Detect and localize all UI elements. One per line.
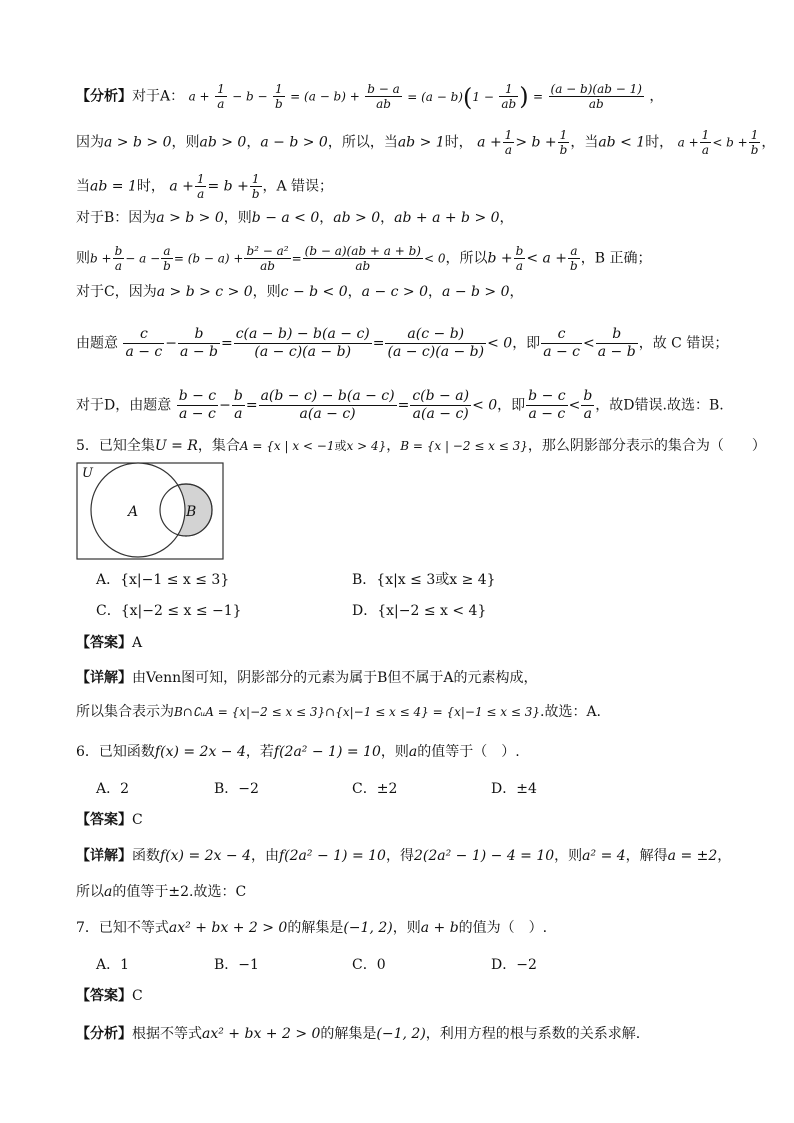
q5-option-a[interactable]: A．{x|−1 ≤ x ≤ 3} [96,572,230,588]
q5-option-b[interactable]: B．{x|x ≤ 3或x ≥ 4} [352,572,496,588]
q6-option-d[interactable]: D．±4 [491,781,537,797]
q5-detail-1: 【详解】由Venn图可知，阴影部分的元素为属于B但不属于A的元素构成， [76,670,538,686]
q7-analysis: 【分析】根据不等式ax² + bx + 2 > 0的解集是(−1, 2)，利用方程的根与系数的关系求解. [76,1026,641,1042]
q7-option-d[interactable]: D．−2 [491,957,537,973]
q5-option-c[interactable]: C．{x|−2 ≤ x ≤ −1} [96,603,242,619]
q7-stem: 7．已知不等式ax² + bx + 2 > 0的解集是(−1, 2)，则a + b的值为（ ）. [76,920,548,936]
q7-option-b[interactable]: B．−1 [214,957,259,973]
q5-option-d[interactable]: D．{x|−2 ≤ x < 4} [352,603,487,619]
analysis-a-line: 【分析】对于A： a + $\frac{1}{a}$ − b − $\frac{1}{b}$ = (a − b) + $\frac{b - a}{ab}$ = (a − b)(1 − $\frac{1}{ab}$ ) = $\frac{(a - b)(ab - 1)}{ab}$ ， [76,82,664,111]
analysis-d-line: 对于D，由题意 $\frac{b - c}{a - c}$ − $\frac{b}{a}$ = $\frac{a(b - c) - b(a - c)}{a(a - c)}$ = $\frac{c(b - a)}{a(a - c)}$ < 0，即 $\frac{b - c}{a - c}$ < $\frac{b}{a}$ ，故D错误.故选：B. [76,388,724,422]
q5-answer-value: A [132,635,143,651]
q7-option-a[interactable]: A．1 [96,957,130,973]
q7-answer-value: C [132,988,143,1004]
venn-diagram [76,462,226,562]
q5-detail-2: 所以集合表示为B∩∁ᵤA = {x|−2 ≤ x ≤ 3}∩{x|−1 ≤ x ≤ 4} = {x|−1 ≤ x ≤ 3}.故选：A. [76,704,602,720]
q6-stem: 6．已知函数f(x) = 2x − 4，若f(2a² − 1) = 10，则a的值等于（ ）. [76,744,520,760]
q6-answer-value: C [132,812,143,828]
q6-detail-2: 所以a的值等于±2.故选：C [76,884,247,900]
q7-option-c[interactable]: C．0 [352,957,386,973]
analysis-b-line1: 对于B：因为a > b > 0，则b − a < 0，ab > 0，ab + a + b > 0， [76,210,514,226]
venn-label-b: B [186,504,197,520]
analysis-c-line1: 对于C，因为a > b > c > 0，则c − b < 0，a − c > 0，a − b > 0， [76,284,524,300]
q6-option-b[interactable]: B．−2 [214,781,259,797]
venn-label-a: A [128,504,139,520]
q6-detail-1: 【详解】函数f(x) = 2x − 4，由f(2a² − 1) = 10，得2(2a² − 1) − 4 = 10，则a² = 4，解得a = ±2， [76,848,732,864]
analysis-c-line2: 由题意 $\frac{c}{a - c}$ − $\frac{b}{a - b}$ = $\frac{c(a - b) - b(a - c)}{(a - c)(a - b)}$ = $\frac{a(c - b)}{(a - c)(a - b)}$ < 0，即 $\frac{c}{a - c}$ < $\frac{b}{a - b}$ ，故 C 错误； [76,326,729,360]
analysis-label: 【分析】 [76,88,132,105]
q6-option-c[interactable]: C．±2 [352,781,398,797]
q5-stem: 5．已知全集U = R，集合A = {x | x < −1或x > 4}，B = {x | −2 ≤ x ≤ 3}，那么阴影部分表示的集合为（ ） [76,438,766,454]
q6-option-a[interactable]: A．2 [96,781,130,797]
q7-answer: 【答案】C [76,988,143,1004]
q6-answer: 【答案】C [76,812,143,828]
analysis-a-line2: 因为a > b > 0，则ab > 0，a − b > 0，所以，当ab > 1时， a + $\frac{1}{a}$ > b + $\frac{1}{b}$ ，当ab < 1时， a + $\frac{1}{a}$ < b + $\frac{1}{b}$ ， [76,128,776,157]
venn-label-u: U [82,466,93,481]
analysis-a-line3: 当ab = 1时， a + $\frac{1}{a}$ = b + $\frac{1}{b}$ ，A 错误； [76,172,334,201]
analysis-b-line2: 则b + $\frac{b}{a}$ − a − $\frac{a}{b}$ = (b − a) + $\frac{\text{b² − a²}}{ab}$ = $\frac{(b - a)(ab + a + b)}{ab}$ < 0，所以b + $\frac{b}{a}$ < a + $\frac{a}{b}$ ，B 正确； [76,244,652,273]
q5-answer: 【答案】A [76,635,143,651]
